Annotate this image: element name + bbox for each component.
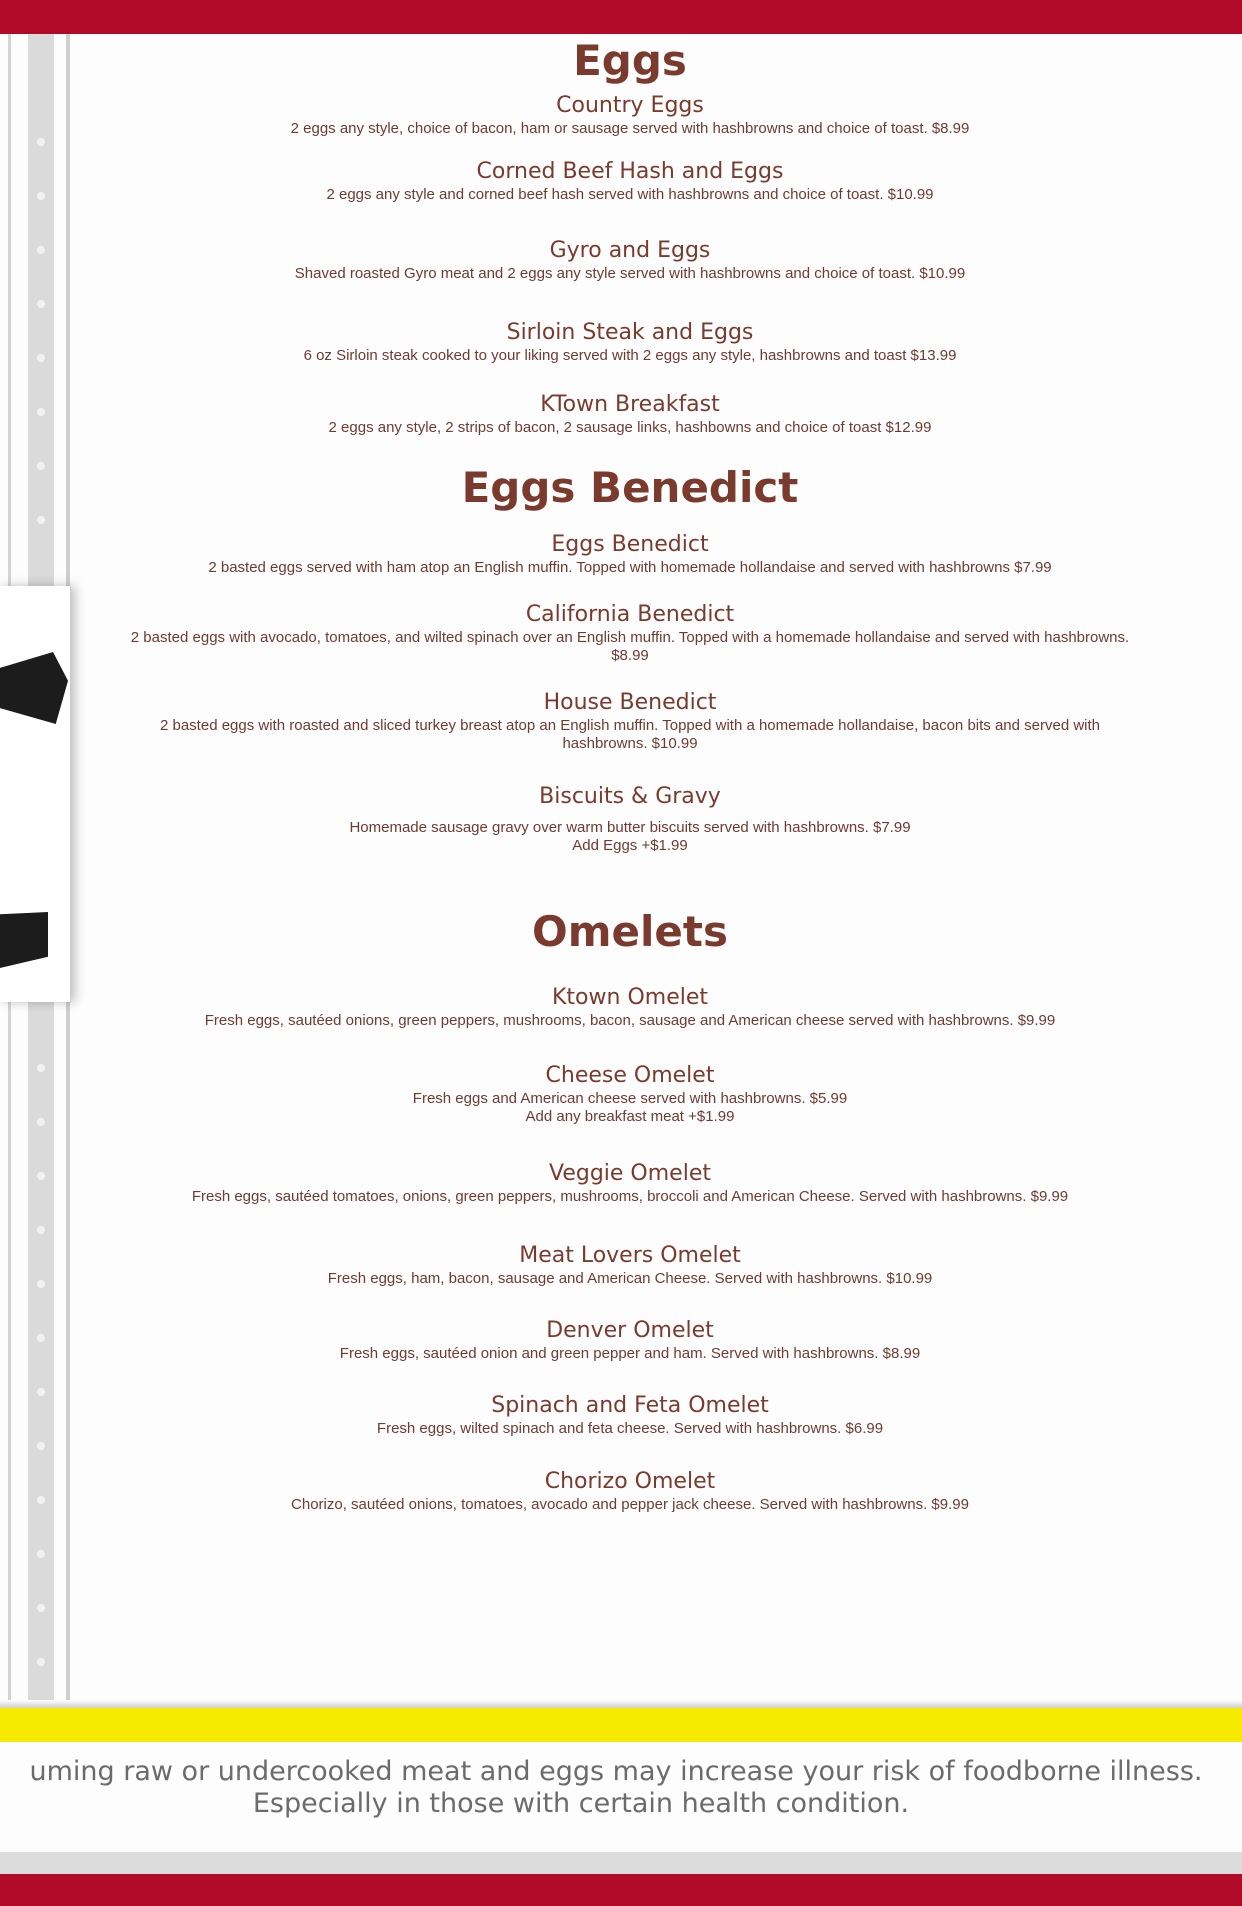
rail-dot	[37, 1496, 45, 1504]
menu-item	[90, 1242, 1170, 1288]
menu-item	[90, 1392, 1170, 1438]
item-description: Fresh eggs, wilted spinach and feta cheese. Served with hashbrowns. $6.99	[376, 1419, 884, 1437]
menu-item	[90, 1468, 1170, 1514]
item-description: Fresh eggs and American cheese served with hashbrowns. $5.99	[412, 1089, 848, 1107]
item-description: Fresh eggs, sautéed tomatoes, onions, green peppers, mushrooms, broccoli and American Cheese. Served with hashbrowns. $9.99	[191, 1187, 1069, 1205]
rail-dot	[37, 192, 45, 200]
rail-dot	[37, 300, 45, 308]
item-name: Country Eggs	[556, 93, 704, 119]
menu-item	[90, 1160, 1170, 1206]
item-description-line2: Add Eggs +$1.99	[572, 837, 688, 855]
item-name: Biscuits & Gravy	[539, 784, 721, 810]
item-name: Denver Omelet	[546, 1317, 714, 1343]
item-name: Corned Beef Hash and Eggs	[476, 159, 784, 185]
rail-dot	[37, 354, 45, 362]
rail-dot	[37, 1334, 45, 1342]
item-description: Fresh eggs, sautéed onion and green pepper and ham. Served with hashbrowns. $8.99	[339, 1344, 921, 1362]
rail-dot	[37, 1550, 45, 1558]
menu-item	[90, 158, 1170, 204]
rail-dot	[37, 1388, 45, 1396]
rail-dot	[37, 1226, 45, 1234]
item-description: 2 basted eggs with avocado, tomatoes, and wilted spinach over an English muffin. Topped with a homemade hollandaise and served with hashbrowns.	[130, 629, 1130, 647]
bottom-red-bar	[0, 1874, 1242, 1906]
item-description-line2: Add any breakfast meat +$1.99	[525, 1107, 735, 1125]
menu-item	[90, 601, 1170, 665]
item-description: 2 eggs any style, 2 strips of bacon, 2 sausage links, hashbowns and choice of toast $12.99	[328, 419, 932, 437]
item-description: 2 eggs any style, choice of bacon, ham or sausage served with hashbrowns and choice of toast. $8.99	[290, 120, 970, 138]
item-name: Ktown Omelet	[552, 984, 708, 1010]
rail-dot	[37, 246, 45, 254]
item-description: 2 basted eggs served with ham atop an English muffin. Topped with homemade hollandaise and served with hashbrowns $7.99	[208, 559, 1052, 577]
menu-item	[90, 531, 1170, 577]
item-description-line2: hashbrowns. $10.99	[562, 735, 698, 753]
rail-dot	[37, 1280, 45, 1288]
grey-band	[0, 1852, 1242, 1874]
section-title-eggs: Eggs	[573, 36, 687, 85]
item-description: Chorizo, sautéed onions, tomatoes, avocado and pepper jack cheese. Served with hashbrowns. $9.99	[291, 1495, 969, 1513]
rail-dot	[37, 462, 45, 470]
rail-dot	[37, 408, 45, 416]
rail-dot	[37, 516, 45, 524]
item-name: Spinach and Feta Omelet	[491, 1392, 769, 1418]
item-name: KTown Breakfast	[540, 392, 720, 418]
rail-dot	[37, 1064, 45, 1072]
item-description: 2 basted eggs with roasted and sliced turkey breast atop an English muffin. Topped with a homemade hollandaise, bacon bits and served with	[159, 717, 1101, 735]
rail-dot	[37, 1658, 45, 1666]
yellow-band	[0, 1708, 1242, 1742]
top-red-bar	[0, 0, 1242, 34]
section-title-omelets: Omelets	[532, 907, 728, 957]
rail-dot	[37, 1442, 45, 1450]
item-description: 2 eggs any style and corned beef hash served with hashbrowns and choice of toast. $10.99	[326, 186, 934, 204]
menu-item	[90, 92, 1170, 138]
item-name: Cheese Omelet	[545, 1062, 715, 1088]
item-name: Veggie Omelet	[548, 1160, 711, 1186]
menu-item	[90, 984, 1170, 1030]
rail-dot	[37, 1172, 45, 1180]
item-description-line2: $8.99	[611, 647, 649, 665]
item-name: Meat Lovers Omelet	[519, 1242, 741, 1268]
item-description: Shaved roasted Gyro meat and 2 eggs any style served with hashbrowns and choice of toast. $10.99	[294, 265, 966, 283]
menu-item	[90, 1317, 1170, 1363]
item-name: Eggs Benedict	[551, 532, 709, 558]
item-description: Fresh eggs, ham, bacon, sausage and American Cheese. Served with hashbrowns. $10.99	[327, 1269, 933, 1287]
disclaimer-line-1: uming raw or undercooked meat and eggs may increase your risk of foodborne illness.	[29, 1756, 1203, 1787]
item-name: California Benedict	[525, 602, 735, 628]
menu-content	[90, 34, 1170, 1514]
item-description: Homemade sausage gravy over warm butter biscuits served with hashbrowns. $7.99	[349, 819, 911, 837]
item-name: House Benedict	[543, 690, 717, 716]
footer-shadow	[0, 1700, 1242, 1708]
health-disclaimer	[0, 1756, 1242, 1820]
menu-item	[90, 783, 1170, 855]
menu-item	[90, 319, 1170, 365]
rail-dot	[37, 1118, 45, 1126]
menu-item	[90, 1062, 1170, 1126]
item-name: Chorizo Omelet	[544, 1468, 716, 1494]
menu-item	[90, 237, 1170, 283]
rail-dot	[37, 1604, 45, 1612]
menu-item	[90, 391, 1170, 437]
disclaimer-line-2: Especially in those with certain health condition.	[252, 1788, 910, 1819]
menu-item	[90, 689, 1170, 753]
item-name: Sirloin Steak and Eggs	[506, 320, 754, 346]
rail-dot	[37, 138, 45, 146]
item-description: 6 oz Sirloin steak cooked to your liking served with 2 eggs any style, hashbrowns and toast $13.99	[303, 347, 957, 365]
item-name: Gyro and Eggs	[549, 238, 711, 264]
section-title-benedict: Eggs Benedict	[461, 463, 799, 513]
item-description: Fresh eggs, sautéed onions, green peppers, mushrooms, bacon, sausage and American cheese served with hashbrowns. $9.99	[204, 1011, 1056, 1029]
